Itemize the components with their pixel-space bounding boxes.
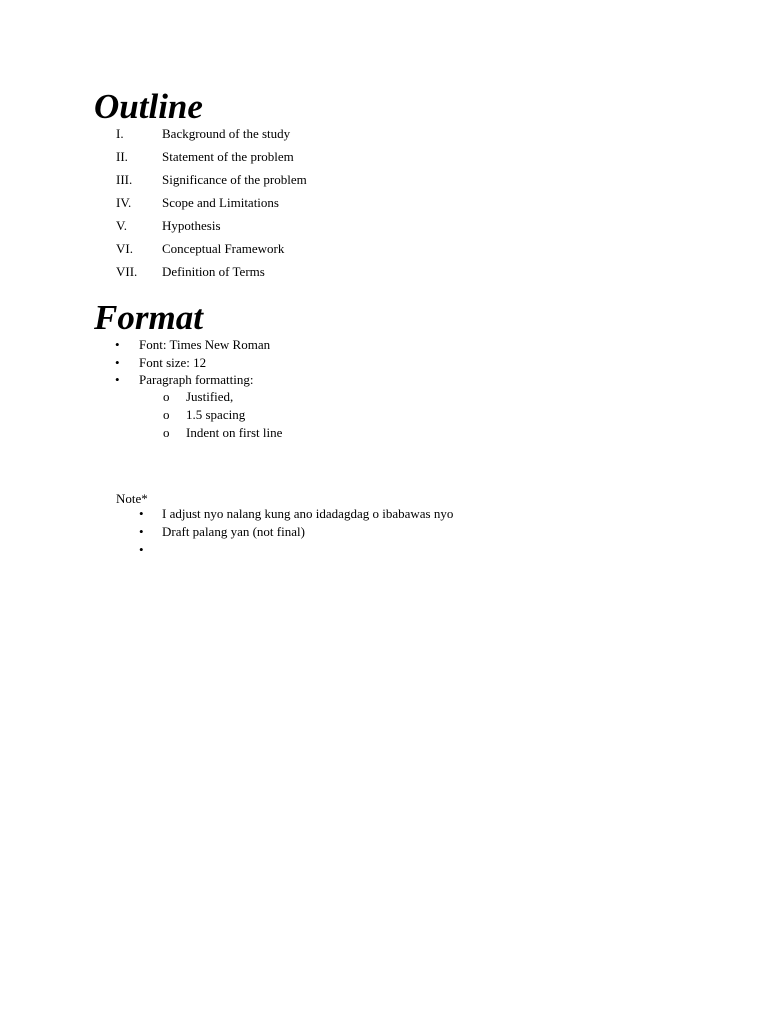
format-item bbox=[0, 354, 768, 372]
outline-numeral: V. bbox=[116, 218, 127, 233]
outline-item-text: Scope and Limitations bbox=[162, 195, 279, 210]
outline-item-text: Statement of the problem bbox=[162, 149, 294, 164]
outline-item bbox=[0, 170, 768, 193]
outline-item-text: Significance of the problem bbox=[162, 172, 307, 187]
outline-numeral: III. bbox=[116, 172, 133, 187]
outline-item bbox=[0, 147, 768, 170]
bullet-icon: • bbox=[115, 337, 120, 352]
sub-list-item bbox=[0, 388, 768, 406]
outline-item bbox=[0, 239, 768, 262]
bullet-icon: • bbox=[115, 372, 120, 388]
sub-item-text: 1.5 spacing bbox=[186, 407, 246, 423]
format-item bbox=[0, 371, 768, 389]
sub-list-item bbox=[0, 406, 768, 424]
paragraph-formatting-sublist bbox=[0, 388, 768, 443]
outline-heading: Outline bbox=[94, 87, 203, 126]
note-item-text: I adjust nyo nalang kung ano idadagdag o ibabawas nyo bbox=[162, 506, 454, 521]
bullet-icon: • bbox=[115, 354, 120, 370]
outline-item-text: Hypothesis bbox=[162, 218, 221, 233]
sub-bullet-marker: o bbox=[163, 407, 170, 423]
note-list bbox=[0, 505, 768, 559]
outline-numeral: I. bbox=[116, 126, 124, 141]
sub-bullet-marker: o bbox=[163, 389, 170, 404]
outline-item bbox=[0, 193, 768, 216]
outline-item-text: Conceptual Framework bbox=[162, 241, 285, 256]
outline-numeral: II. bbox=[116, 149, 128, 164]
outline-item-text: Background of the study bbox=[162, 126, 291, 141]
format-item-text: Font size: 12 bbox=[139, 354, 207, 370]
sub-bullet-marker: o bbox=[163, 425, 170, 441]
outline-list bbox=[0, 124, 768, 285]
note-item bbox=[0, 523, 768, 541]
bullet-icon: • bbox=[139, 506, 144, 521]
format-item bbox=[0, 336, 768, 354]
sub-item-text: Indent on first line bbox=[186, 425, 283, 441]
format-list bbox=[0, 336, 768, 389]
note-label: Note* bbox=[116, 491, 148, 506]
outline-item-text: Definition of Terms bbox=[162, 264, 265, 279]
sub-list-item bbox=[0, 424, 768, 442]
outline-item bbox=[0, 262, 768, 285]
note-item-text: Draft palang yan (not final) bbox=[162, 524, 305, 539]
bullet-icon: • bbox=[139, 542, 144, 557]
note-item bbox=[0, 505, 768, 523]
outline-numeral: VI. bbox=[116, 241, 133, 256]
outline-numeral: VII. bbox=[116, 264, 138, 279]
format-item-text: Font: Times New Roman bbox=[139, 337, 271, 352]
format-item-text: Paragraph formatting: bbox=[139, 372, 254, 388]
outline-item bbox=[0, 216, 768, 239]
sub-item-text: Justified, bbox=[186, 389, 234, 404]
format-heading: Format bbox=[94, 298, 203, 337]
outline-item bbox=[0, 124, 768, 147]
outline-numeral: IV. bbox=[116, 195, 132, 210]
note-item bbox=[0, 541, 768, 559]
bullet-icon: • bbox=[139, 524, 144, 539]
